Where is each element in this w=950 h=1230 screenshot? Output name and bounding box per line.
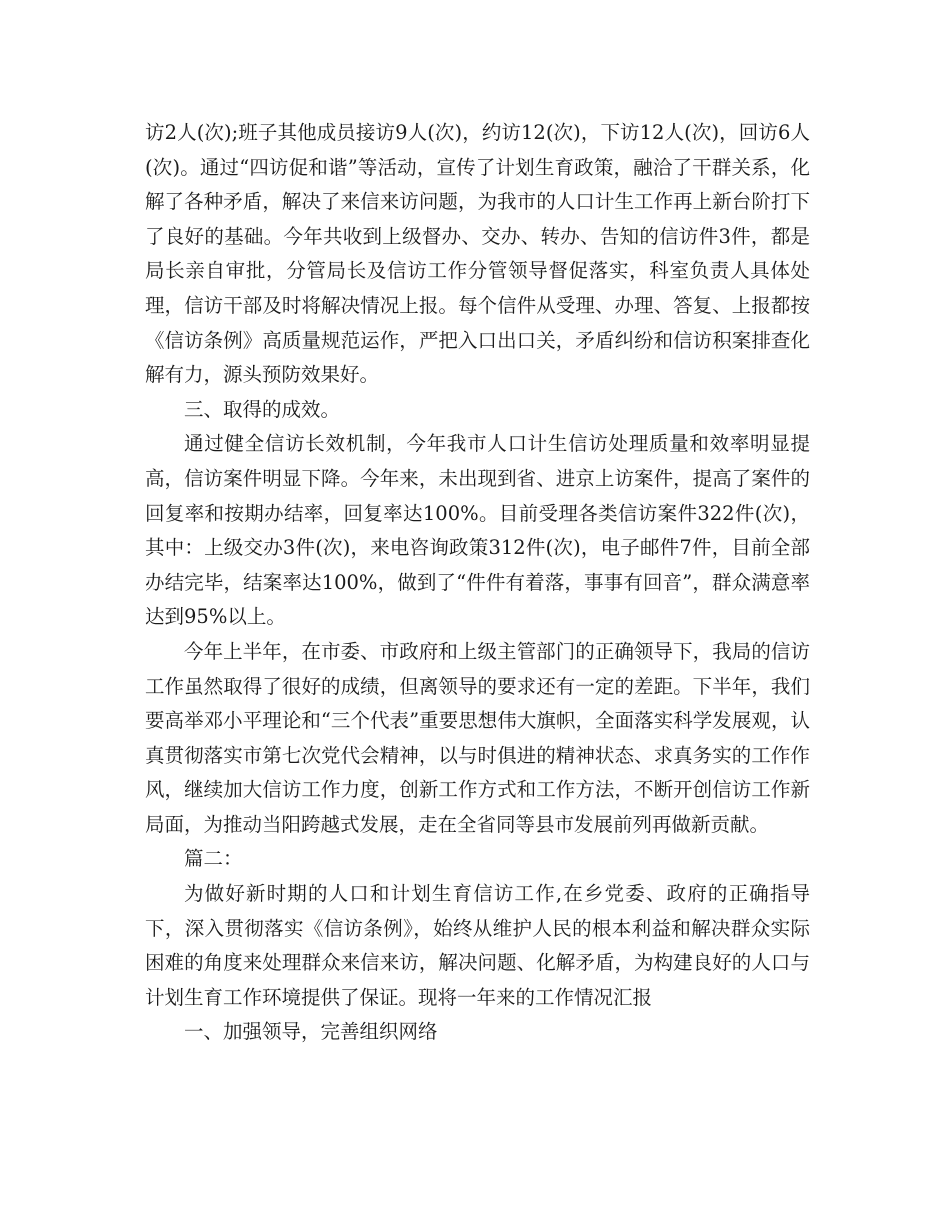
paragraph-part-two-intro: 为做好新时期的人口和计划生育信访工作,在乡党委、政府的正确指导下，深入贯彻落实《信访条例》，始终从维护人民的根本利益和解决群众实际困难的角度来处理群众来信来访，解决问题、化解矛盾，为构建良好的人口与计划生育工作环境提供了保证。现将一年来的工作情况汇报 bbox=[145, 882, 810, 1009]
section-heading-achievements: 三、取得的成效。 bbox=[184, 397, 341, 421]
paragraph-outlook: 今年上半年，在市委、市政府和上级主管部门的正确领导下，我局的信访工作虽然取得了很好的成绩，但离领导的要求还有一定的差距。下半年，我们要高举邓小平理论和“三个代表”重要思想伟大旗帜，全面落实科学发展观，认真贯彻落实市第七次党代会精神，以与时俱进的精神状态、求真务实的工作作风，继续加大信访工作力度，创新工作方式和工作方法，不断开创信访工作新局面，为推动当阳跨越式发展，走在全省同等县市发展前列再做新贡献。 bbox=[145, 639, 810, 836]
section-heading-part-two: 篇二： bbox=[184, 847, 243, 871]
section-heading-leadership: 一、加强领导，完善组织网络 bbox=[184, 1020, 438, 1044]
paragraph-continuation: 访2人(次);班子其他成员接访9人(次)，约访12(次)，下访12人(次)，回访6人(次)。通过“四访促和谐”等活动，宣传了计划生育政策，融洽了干群关系，化解了各种矛盾，解决了来信来访问题，为我市的人口计生工作再上新台阶打下了良好的基础。今年共收到上级督办、交办、转办、告知的信访件3件，都是局长亲自审批，分管局长及信访工作分管领导督促落实，科室负责人具体处理，信访干部及时将解决情况上报。每个信件从受理、办理、答复、上报都按《信访条例》高质量规范运作，严把入口出口关，矛盾纠纷和信访积案排查化解有力，源头预防效果好。 bbox=[145, 121, 810, 387]
document-body bbox=[145, 116, 810, 1050]
paragraph-achievements: 通过健全信访长效机制，今年我市人口计生信访处理质量和效率明显提高，信访案件明显下降。今年来，未出现到省、进京上访案件，提高了案件的回复率和按期办结率，回复率达100%。目前受理各类信访案件322件(次)，其中：上级交办3件(次)，来电咨询政策312件(次)，电子邮件7件，目前全部办结完毕，结案率达100%，做到了“件件有着落，事事有回音”，群众满意率达到95%以上。 bbox=[145, 432, 810, 629]
